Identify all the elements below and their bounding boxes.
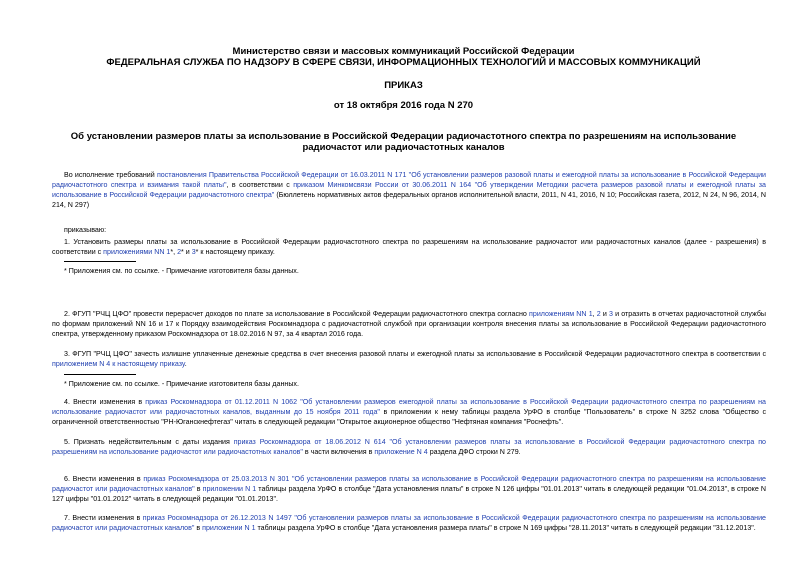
text-run: в приложении к нему таблицы раздела УрФО в столбце "Пользователь" в строке N 3252 слова "Общество с ограниченной ответственностью "РН-Юганскнефтегаз" читать в следующей редакции "Открытое акционерное общество "Нефтяная компания "Роснефть". <box>52 408 766 426</box>
order-word: приказываю: <box>64 226 107 234</box>
text-run: в <box>194 524 203 532</box>
text-run: и <box>600 310 609 318</box>
text-run: 4. Внести изменения в <box>64 398 146 406</box>
paragraph-2 <box>52 309 766 339</box>
text-run: 7. Внести изменения в <box>64 514 143 522</box>
text-run: * к настоящему приказу. <box>195 248 275 256</box>
service-name: ФЕДЕРАЛЬНАЯ СЛУЖБА ПО НАДЗОРУ В СФЕРЕ СВЯЗИ, ИНФОРМАЦИОННЫХ ТЕХНОЛОГИЙ И МАССОВЫХ КОММУНИКАЦИЙ <box>106 57 701 68</box>
link-order-1062[interactable]: приказ Роскомнадзора от 01.12.2011 N 1062 "Об установлении размеров ежегодной платы за использование в Российской Федерации радиочастотного спектра по разрешениям на использование радиочастот или радиочастотных каналов, выданным до 15 ноября 2011 года" <box>52 398 767 416</box>
paragraph-7 <box>52 513 766 533</box>
text-run: 2. ФГУП "РЧЦ ЦФО" провести перерасчет доходов по плате за использование в Российской Федерации радиочастотного спектра согласно <box>64 310 530 318</box>
text-run: раздела ДФО строки N 279. <box>427 448 521 456</box>
text-run: . <box>184 360 187 368</box>
footnote-2: * Приложение см. по ссылке. - Примечание изготовителя базы данных. <box>64 380 299 388</box>
doc-date-number: от 18 октября 2016 года N 270 <box>333 100 474 111</box>
text-run: *, <box>170 248 178 256</box>
link-order-614[interactable]: приказ Роскомнадзора от 18.06.2012 N 614 "Об установлении размеров платы за использование в Российской Федерации радиочастотного спектра по разрешениям на использование радиочастот или радиочастотных каналов" <box>52 438 767 456</box>
link-ministry-order[interactable]: приказом Минкомсвязи России от 30.06.2011 N 164 "Об утверждении Методики расчета размеров разовой платы и ежегодной платы за использование в Российской Федерации радиочастотного спектра" <box>52 181 766 199</box>
text-run: (Бюллетень нормативных актов федеральных органов исполнительной власти, 2011, N 41, 2016, N 10; Российская газета, 2012, N 24, N 96, 2014, N 214, N 297) <box>52 191 766 209</box>
link-appendix-4-dfo[interactable]: приложение N 4 <box>374 448 428 456</box>
ministry-name: Министерство связи и массовых коммуникаций Российской Федерации <box>232 46 575 57</box>
link-appendix-2[interactable]: 2 <box>177 248 182 256</box>
link-appendix-4[interactable]: приложением N 4 к настоящему приказу <box>52 360 185 368</box>
text-run: 5. Признать недействительным с даты издания <box>64 438 234 446</box>
link-appendix-3[interactable]: 3 <box>609 310 613 318</box>
text-run: Во исполнение требований <box>64 171 157 179</box>
doc-title: Об установлении размеров платы за использование в Российской Федерации радиочастотного спектра по разрешениям на использование радиочастот или радиочастотных каналов <box>70 131 737 153</box>
link-government-decree[interactable]: постановления Правительства Российской Федерации от 16.03.2011 N 171 "Об установлении размеров разовой платы и ежегодной платы за использование в Российской Федерации радиочастотного спектра и взимания такой платы" <box>52 171 766 189</box>
text-run: 6. Внести изменения в <box>64 475 144 483</box>
text-run: 1. Установить размеры платы за использование в Российской Федерации радиочастотного спектра по разрешениям на использование радиочастот или радиочастотных каналов (далее - разрешения) в соответствии с <box>52 238 766 256</box>
paragraph-1 <box>52 237 766 257</box>
text-run: таблицы раздела УрФО в столбце "Дата установления размера платы" в строке N 169 цифры "28.11.2013" читать в следующей редакции "31.12.2013". <box>255 524 756 532</box>
link-appendix-1[interactable]: приложениям NN 1 <box>529 310 593 318</box>
link-appendix-1[interactable]: приложениями NN 1 <box>103 248 171 256</box>
link-appendix-3[interactable]: 3 <box>191 248 196 256</box>
link-appendix-2[interactable]: 2 <box>596 310 601 318</box>
doc-type: ПРИКАЗ <box>384 80 423 91</box>
text-run: таблицы раздела УрФО в столбце "Дата установления платы" в строке N 126 цифры "01.01.2013" читать в следующей редакции "01.04.2013", в строке N 127 цифры "01.01.2012" читать в следующей редакции "01.01.2013". <box>52 485 766 503</box>
intro-paragraph <box>52 170 766 210</box>
paragraph-6 <box>52 474 766 504</box>
paragraph-5 <box>52 437 766 457</box>
text-run: , <box>592 310 597 318</box>
paragraph-3 <box>52 349 766 369</box>
footnote-1: * Приложения см. по ссылке. - Примечание изготовителя базы данных. <box>64 267 299 275</box>
link-appendix-1-order-301[interactable]: приложении N 1 <box>202 485 257 493</box>
paragraph-4 <box>52 397 766 427</box>
text-run: * и <box>181 248 192 256</box>
link-order-301[interactable]: приказ Роскомнадзора от 25.03.2013 N 301 "Об установлении размеров платы за использование в Российской Федерации радиочастотного спектра по разрешениям на использование радиочастот или радиочастотных каналов" <box>52 475 766 493</box>
footnote-divider <box>64 374 136 375</box>
link-appendix-1-order-1497[interactable]: приложении N 1 <box>202 524 256 532</box>
text-run: , в соответствии с <box>226 181 294 189</box>
text-run: в части включения в <box>302 448 375 456</box>
link-order-1497[interactable]: приказ Роскомнадзора от 26.12.2013 N 1497 "Об установлении размеров платы за использование в Российской Федерации радиочастотного спектра по разрешениям на использование радиочастот или радиочастотных каналов" <box>52 514 766 532</box>
text-run: 3. ФГУП "РЧЦ ЦФО" зачесть излишне уплаченные денежные средства в счет внесения разовой платы и ежегодной платы за использование в Российской Федерации радиочастотного спектра в соответствии с <box>64 350 766 358</box>
text-run: в <box>194 485 203 493</box>
footnote-divider <box>64 261 136 262</box>
text-run: и отразить в отчетах радиочастотной службы по формам приложений NN 16 и 17 к Порядку взаимодействия Роскомнадзора с радиочастотной службой при организации контроля внесения платы за использование в Российской Федерации радиочастотного спектра, утвержденному приказом Роскомнадзора от 18.02.2016 N 97, за 4 квартал 2016 года. <box>52 310 766 338</box>
